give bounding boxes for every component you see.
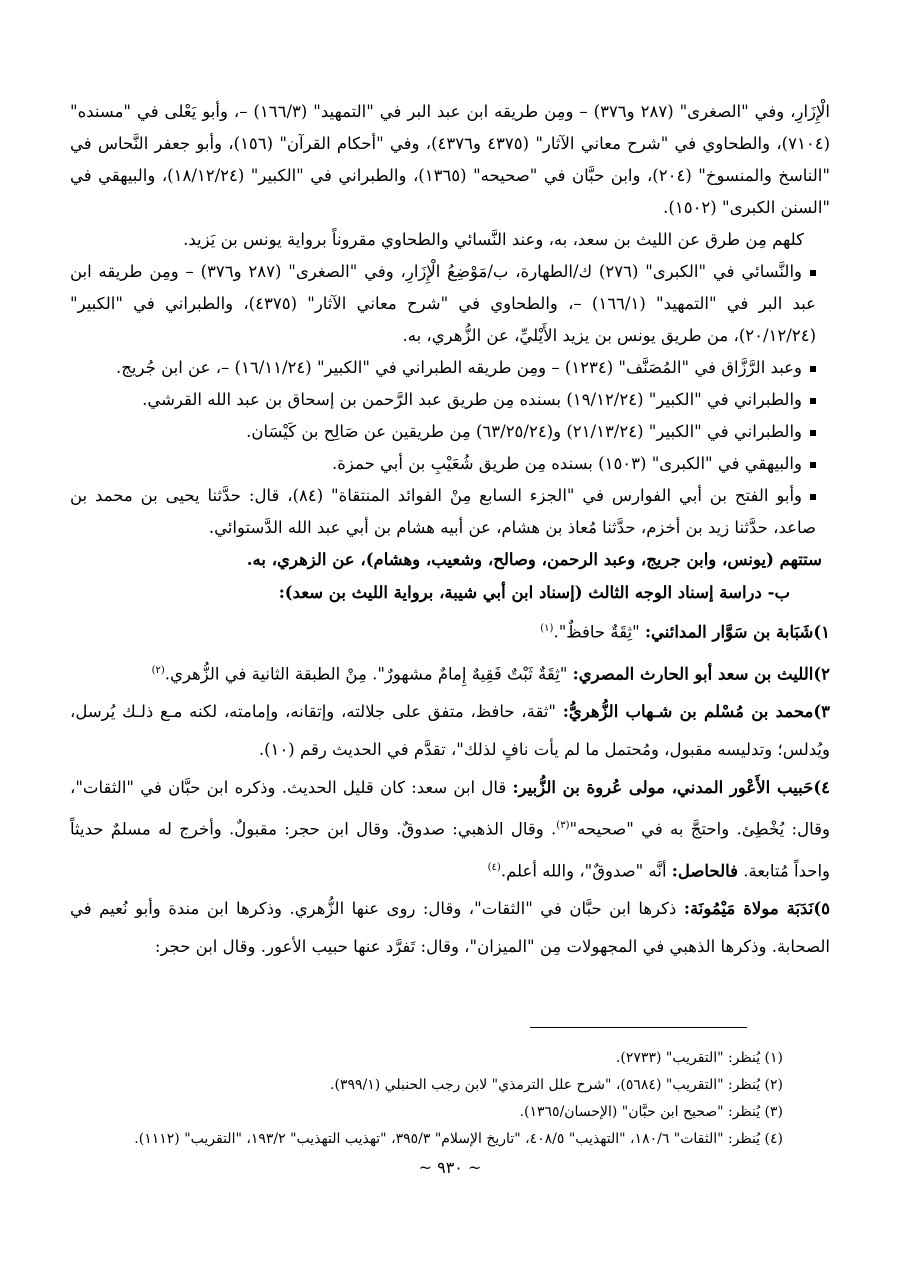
footnote-3: (٣) يُنظر: "صحيح ابن حبَّان" (الإحسان/١٣٦٥). <box>519 1104 783 1120</box>
square-bullet-icon <box>810 494 816 500</box>
narrator-text: "ثِقَةٌ حافظٌ". <box>553 622 645 642</box>
narrator-name: الليث بن سعد أبو الحارث المصري: <box>572 664 814 683</box>
paragraph-sources-2: كلهم مِن طرق عن الليث بن سعد، به، وعند النَّسائي والطحاوي مقروناً برواية يونس بن يَزيد. <box>183 230 804 249</box>
summary-line: ستتهم (يونس، وابن جريج، وعبد الرحمن، وصالح، وشعيب، وهشام)، عن الزهري، به. <box>246 550 822 569</box>
footnote-4: (٤) يُنظر: "الثقات" ١٨٠/٦، "التهذيب" ٤٠٨/٥، "تاريخ الإسلام" ٣٩٥/٣، "تهذيب التهذيب" ١٩٣/٢، "التقريب" (١١١٢). <box>134 1131 783 1147</box>
narrator-2 <box>70 652 830 694</box>
page-body <box>70 96 830 966</box>
footnote-ref: (٣) <box>556 820 570 831</box>
narrator-number: ٣) <box>813 702 830 721</box>
footnote-ref: (٢) <box>151 664 165 676</box>
narrator-number: ٤) <box>813 778 831 797</box>
bullet-item <box>70 480 830 544</box>
narrator-text-cont: . وقال الذهبي: صدوقٌ. وقال ابن حجر: مقبولٌ. وأخرج له مسلمٌ حديثاً واحداً مُتابعة. <box>70 819 830 880</box>
section-heading: ب- دراسة إسناد الوجه الثالث (إسناد ابن أبي شيبة، برواية الليث بن سعد): <box>278 583 790 602</box>
bullet-text: والطبراني في "الكبير" (١٩/١٢/٢٤) بسنده مِن طريق عبد الرَّحمن بن إسحاق بن عبد الله القرشي. <box>142 390 802 409</box>
bullet-item <box>70 384 830 416</box>
bullet-text: والبيهقي في "الكبرى" (١٥٠٣) بسنده مِن طريق شُعَيْبِ بن أبي حمزة. <box>332 454 802 473</box>
bullet-item <box>70 256 830 352</box>
bullet-text: والطبراني في "الكبير" (٢١/١٣/٢٤) و(٦٣/٢٥/٢٤) مِن طريقين عن صَالِح بن كَيْسَان. <box>246 422 802 441</box>
bullet-item <box>70 416 830 448</box>
square-bullet-icon <box>810 398 816 404</box>
narrator-number: ٢) <box>813 664 830 683</box>
summary-text: أنَّه "صدوقٌ"، والله أعلم. <box>500 861 672 880</box>
narrator-text: ذكرها ابن حبَّان في "الثقات"، وقال: روى عنها الزُّهري. وذكرها ابن مندة وأبو نُعيم في الصحابة. وذكرها الذهبي في المجهولات مِن "الميزان"، وقال: تَفرَّد عنها حبيب الأعور. وقال ابن حجر: <box>70 899 830 956</box>
square-bullet-icon <box>810 462 816 468</box>
narrator-1 <box>70 610 830 652</box>
bullet-text: وأبو الفتح بن أبي الفوارس في "الجزء السابع مِنْ الفوائد المنتقاة" (٨٤)، قال: حدَّثنا يحيى بن محمد بن صاعد، حدَّثنا زيد بن أخزم، حدَّثنا مُعاذ بن هشام، عن أبيه هشام بن أبي عبد الله الدَّستوائي. <box>70 486 816 537</box>
narrator-text: قال ابن سعد: كان قليل الحديث. وذكره ابن حبَّان في "الثقات"، وقال: يُخْطِئ. واحتجَّ به في "صحيحه" <box>70 778 830 839</box>
bullet-item <box>70 448 830 480</box>
narrator-4 <box>70 769 830 890</box>
square-bullet-icon <box>810 430 816 436</box>
narrator-name: شَبَابة بن سَوَّار المدائني: <box>644 622 814 642</box>
footnote-divider <box>530 1027 747 1028</box>
narrator-3 <box>70 693 830 769</box>
bullet-item <box>70 352 830 384</box>
bullet-text: وعبد الرَّزَّاق في "المُصَنَّف" (١٢٣٤) – ومِن طريقه الطبراني في "الكبير" (١٦/١١/٢٤) –، عن ابن جُريج. <box>116 358 802 377</box>
footnote-ref: (٤) <box>487 861 501 873</box>
footnote-ref: (١) <box>540 623 554 634</box>
square-bullet-icon <box>810 270 816 276</box>
narrator-text: "ثقة، حافظ، متفق على جلالته، وإتقانه، وإمامته، لكنه مـع ذلـك يُرسل، ويُدلس؛ وتدليسه مقبول، ومُحتمل ما لم يأت نافٍ لذلك"، تقدَّم في الحديث رقم (١٠). <box>70 702 830 759</box>
narrator-number: ٥) <box>813 899 830 918</box>
square-bullet-icon <box>810 366 816 372</box>
bullet-text: والنَّسائي في "الكبرى" (٢٧٦) ك/الطهارة، ب/مَوْضِعُ الْإِزَارِ، وفي "الصغرى" (٢٨٧ و٣٧٦) – ومِن طريقه ابن عبد البر في "التمهيد" (١٦٦/١) –، والطحاوي في "شرح معاني الآثار" (٤٣٧٥)، والطبراني في "الكبير" (٢٠/١٢/٢٤)، من طريق يونس بن يزيد الأَيْليِّ، عن الزُّهري، به. <box>70 262 816 345</box>
narrator-number: ١) <box>813 622 830 642</box>
narrator-name: نَدَبَة مولاة مَيْمُونَة: <box>683 899 814 918</box>
footnotes <box>70 1045 783 1153</box>
paragraph-sources-1: الْإِزَارِ، وفي "الصغرى" (٢٨٧ و٣٧٦) – ومِن طريقه ابن عبد البر في "التمهيد" (١٦٦/٣) –، وأبو يَعْلى في "مسنده" (٧١٠٤)، والطحاوي في "شرح معاني الآثار" (٤٣٧٥ و٤٣٧٦)، وفي "أحكام القرآن" (١٥٦)، وأبو جعفر النَّحاس في "الناسخ والمنسوخ" (٢٠٤)، وابن حبَّان في "صحيحه" (١٣٦٥)، والطبراني في "الكبير" (١٨/١٢/٢٤)، والبيهقي في "السنن الكبرى" (١٥٠٢). <box>70 102 831 217</box>
narrator-name: حَبيب الأَعْور المدني، مولى عُروة بن الزُّبير: <box>512 778 814 797</box>
narrator-name: محمد بن مُسْلم بن شـهاب الزُّهريُّ: <box>562 702 814 721</box>
narrator-text: "ثِقَةٌ ثَبْتٌ فَقِيهٌ إِمامٌ مشهورٌ". مِنْ الطبقة الثانية في الزُّهري. <box>164 664 573 683</box>
footnote-1: (١) يُنظر: "التقريب" (٢٧٣٣). <box>615 1050 783 1066</box>
narrator-5 <box>70 890 830 966</box>
summary-label: فالحاصل: <box>671 861 739 880</box>
footnote-2: (٢) يُنظر: "التقريب" (٥٦٨٤)، "شرح علل الترمذي" لابن رجب الحنبلي (٣٩٩/١). <box>330 1077 783 1093</box>
page-number: ~ ٩٣٠ ~ <box>418 1158 482 1177</box>
